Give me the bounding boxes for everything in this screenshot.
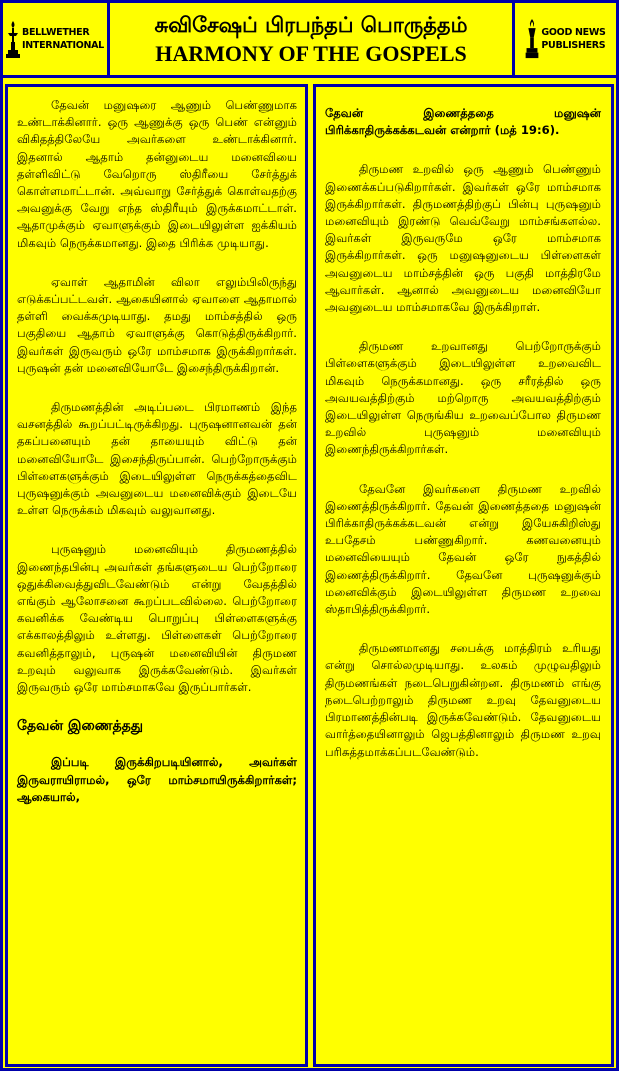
right-column [313,84,614,1067]
left-paragraph-2: ஏவாள் ஆதாமின் விலா எலும்பிலிருந்து எடுக்கப்பட்டவள். ஆகையினால் ஏவாளை ஆதாமால் தள்ளி வைக்கமுடியாது. தமது மாம்சத்தில் ஒரு பகுதியை ஆதாம் ஏவாளுக்கு கொடுத்திருக்கிறார். இவர்கள் இருவரும் ஒரே மாம்சமாக இருக்கிறார்கள். புருஷன் தன் மனைவியோடே இசைந்திருக்கிறான். [17,274,297,375]
right-paragraph-4: திருமணமானது சபைக்கு மாத்திரம் உரியது என்று சொல்லமுடியாது. உலகம் முழுவதிலும் திருமணங்கள் நடைபெறுகின்றன. திருமணம் எங்கு நடைபெற்றாலும் திருமண உறவு தேவனுடைய பிரமாணத்தின்படி இருக்கவேண்டும். தேவனுடைய வார்த்தையினாலும் ஜெபத்தினாலும் திருமண உறவு பரிசுத்தமாக்கப்படவேண்டும். [325,641,601,759]
lamp-stand-icon [6,19,20,59]
left-logo-line1: BELLWETHER [22,27,90,38]
title-english: HARMONY OF THE GOSPELS [155,41,467,66]
right-paragraph-2: திருமண உறவானது பெற்றோருக்கும் பிள்ளைகளுக்கும் இடையிலுள்ள உறவைவிட மிகவும் நெருக்கமானது. ஒரு சரீரத்தில் ஒரு அவயவத்திற்கும் மற்றொரு அவயவத்திற்கும் இடையிலுள்ள நெருங்கிய உறவைப்போல திருமண உறவில் புருஷனும் மனைவியும் இணைந்திருக்கிறார்கள். [325,339,601,457]
torch-icon [525,19,539,59]
left-paragraph-4: புருஷனும் மனைவியும் திருமணத்தில் இணைந்தபின்பு அவர்கள் தங்களுடைய பெற்றோரை ஒதுக்கிவைத்துவிடவேண்டும் என்று வேதத்தில் எங்கும் ஆலோசனை கூறப்படவில்லை. பெற்றோரை கவனிக்க வேண்டிய பொறுப்பு பிள்ளைகளுக்கு எக்காலத்திலும் உள்ளது. பிள்ளைகள் பெற்றோரை கவனித்தாலும், புருஷன் மனைவியின் திருமண உறவும் வலுவாக இருக்கவேண்டும். இவர்கள் இருவரும் ஒரே மாம்சமாகவே இருப்பார்கள். [17,542,297,695]
title-tamil: சுவிசேஷப் பிரபந்தப் பொருத்தம் [154,13,468,37]
right-paragraph-1: திருமண உறவில் ஒரு ஆணும் பெண்ணும் இணைக்கப்படுகிறார்கள். இவர்கள் ஒரே மாம்சமாக இருக்கிறார்கள். திருமணத்திற்குப் பின்பு புருஷனும் மனைவியும் இரண்டு வெவ்வேறு மாம்சங்களல்ல. இவர்கள் இருவருமே ஒரே மாம்சமாக இருக்கிறார்கள். ஒரு மனுஷனுடைய பிள்ளைகள் அவனுடைய மாம்சத்தின் ஒரு பகுதி மாத்திரமே ஆவார்கள். ஆனால் அவனுடைய மனைவியோ அவனுடைய மாம்சமாகவே இருக்கிறாள். [325,162,601,315]
section-heading: தேவன் இணைத்தது [17,718,143,735]
left-paragraph-3: திருமணத்தின் அடிப்படை பிரமாணம் இந்த வசனத்தில் கூறப்பட்டிருக்கிறது. புருஷனானவன் தன் தகப்பனையும் தன் தாயையும் விட்டு தன் மனைவியோடே இசைந்திருப்பான். பெற்றோருக்கும் பிள்ளைகளுக்கும் இடையிலுள்ள நெருக்கத்தைவிட புருஷனுக்கும் அவனுடைய மனைவிக்கும் இடையே உள்ள நெருக்கம் மிகவும் வலுவானது. [17,400,297,518]
bellwether-logo [3,3,110,75]
right-logo-line2: PUBLISHERS [541,40,606,51]
right-paragraph-3: தேவனே இவர்களை திருமண உறவில் இணைத்திருக்கிறார். தேவன் இணைத்ததை மனுஷன் பிரிக்காதிருக்கக்கடவன் என்று இயேசுகிறிஸ்து உபதேசம் பண்ணுகிறார். கணவனையும் மனைவியையும் தேவன் ஒரே நுகத்தில் இணைத்திருக்கிறார். தேவனே புருஷனுக்கும் மனைவிக்கும் இடையிலுள்ள திருமண உறவை ஸ்தாபித்திருக்கிறார். [325,481,601,617]
title-block [110,3,515,75]
good-news-logo [515,3,616,75]
left-paragraph-1: தேவன் மனுஷரை ஆணும் பெண்ணுமாக உண்டாக்கினார். ஒரு ஆணுக்கு ஒரு பெண் என்னும் விகிதத்திலேயே அவர்களை உண்டாக்கினார். இதனால் ஆதாம் தன்னுடைய மனைவியை தள்ளிவிட்டு வேறொரு ஸ்திரீயை சேர்த்துக் கொள்ளமாட்டான். அவ்வாறு சேர்த்துக் கொள்வதற்கு அவனுக்கு வேறு எந்த ஸ்திரீயும் இருக்கமாட்டாள். ஆதாமுக்கும் ஏவாளுக்கும் இடையிலுள்ள ஐக்கியம் மிகவும் நெருக்கமானது. இதை பிரிக்க முடியாது. [17,98,297,250]
right-logo-line1: GOOD NEWS [541,27,606,38]
right-verse: தேவன் இணைத்ததை மனுஷன் பிரிக்காதிருக்கக்கடவன் என்றார் (மத் 19:6). [325,106,601,138]
left-column [5,84,308,1067]
header [0,0,619,78]
left-logo-line2: INTERNATIONAL [22,40,104,51]
left-verse: இப்படி இருக்கிறபடியினால், அவர்கள் இருவராயிராமல், ஒரே மாம்சமாயிருக்கிறார்கள்; ஆகையால், [17,755,297,804]
